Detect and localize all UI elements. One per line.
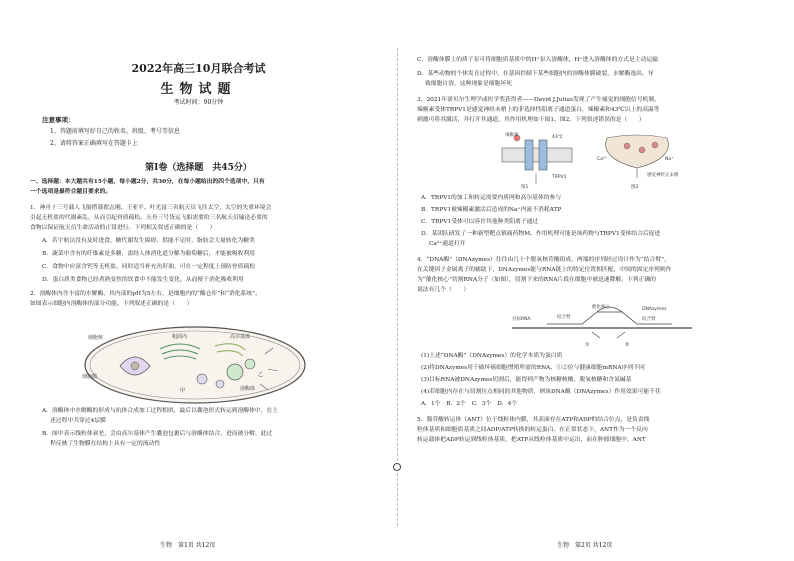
q4-options: A．1个 B．2个 C．3个 D．4个 — [421, 401, 518, 407]
question-5-line: 粒体基质和细胞质基质之间ADP/ATP转换的转运蛋白。在正常状态下，ANT作为一个反向 — [417, 427, 648, 433]
question-3-line: 3．2021年诺贝尔生理学或医学奖获得者——David J.Julius发现了产生痛觉的细胞信号机制， — [417, 97, 660, 103]
fig4-label-core: 催化核心 — [592, 305, 610, 310]
q1-option-a: A．若宇航员没有及时进食，糖代谢发生障碍，供能不足时，脂肪会大量转化为糖类 — [42, 238, 255, 244]
fig3-label-heat: 43℃ — [552, 135, 563, 140]
question-5-line: 5．腺苷酸转运体（ANT）位于线粒体内膜，其表面存在ATP和ADP的结合位点，是负责线 — [417, 417, 650, 423]
question-4-line: 为“催化核心”切割RNA分子（如图），切割下来的RNA片段在细胞中被迅速降解。下列正确的 — [417, 277, 656, 283]
fig-label-nucleus: 细胞核 — [88, 335, 104, 341]
q2-option-b: B．图中表示线粒体衰老，会由高尔基体产生囊泡包裹后与溶酶体结合，进而被分解，此过 — [42, 431, 273, 437]
question-4-line: 说法有几个（ ） — [417, 287, 470, 293]
lysosome-figure — [80, 324, 310, 404]
fig4-label-n1: ① — [585, 342, 590, 348]
page-right — [397, 0, 794, 561]
q1-option-d: D．蛋白质类食物已经煮熟变性的饮食中不能发生变化，从而便于消化吸收利用 — [42, 277, 244, 283]
page-footer: 生物 第2页 共12页 — [557, 542, 613, 549]
fig3-label-nerve: 感觉神经元末梢 — [647, 173, 679, 178]
exam-title: 2022年高三10月联合考试 — [131, 62, 266, 75]
q2-option-a-cont: 述过程中共穿过4层膜 — [50, 418, 106, 424]
note-item: 2、请将答案正确填写在答题卡上 — [50, 140, 138, 147]
fig4-label-rna: 目标RNA — [512, 317, 531, 322]
question-1-line: 1．神舟十三号载人飞船搭载翟志刚、王亚平、叶光富三名航天员飞往太空，太空的失重环境会 — [30, 205, 272, 211]
q3-option-a: A．TRPV1的加工和转运需要内质网和高尔基体的参与 — [421, 195, 562, 201]
q3-option-d: D．某团队研发了一种新型靶点镇痛药物M，作用机理可能是该药物与TRPV1受体结合后促进 — [421, 231, 661, 237]
q3-option-d-cont: Ca²⁺通道打开 — [429, 241, 466, 247]
exam-time: 考试时间：90分钟 — [173, 99, 224, 106]
fig-label-rough-er: 粗面内 — [172, 334, 188, 340]
question-4-line: 4．“DNA酶”（DNAzymes）往往由几十个脱氧核苷酸组成，两端的序列经过设计作为“结合臂”， — [417, 257, 670, 263]
notes-heading: 注意事项： — [42, 116, 75, 124]
instruction-line: 一、选择题：本大题共有15小题，每小题2分，共30分，在每小题给出的四个选项中，只有 — [30, 179, 265, 185]
q4-item: (2)将DNAzymes用于破坏癌细胞增殖所需的RNA，①②位与健康细胞mRNA序列不同 — [421, 365, 645, 371]
fig-label-b: 乙 — [258, 372, 264, 378]
fig-label-a: 甲 — [180, 388, 186, 394]
fig4-label-dnazymes: DNAzymes — [642, 307, 667, 312]
subject-title: 生物试题 — [160, 82, 237, 97]
fig3-label-1: 图1 — [521, 185, 529, 190]
q2-option-c: C．溶酶体膜上的质子泵可将细胞质基质中的H⁺泵入溶酶体，H⁺进入溶酶体的方式是主动运输 — [417, 57, 658, 63]
fig-label-membrane: 细胞膜 — [82, 374, 98, 380]
fig3-label-trpv1: TRPV1 — [552, 175, 567, 180]
fig3-label-na: Na⁺ — [665, 157, 674, 162]
section-heading: 第Ⅰ卷（选择题 共45分） — [145, 163, 252, 173]
fig4-label-n2: ② — [625, 342, 630, 348]
question-3-line: 辣椒素受体TRPV1是感觉神经末梢上的非选择性阳离子通道蛋白，辣椒素和43℃以上的高温等 — [417, 107, 660, 113]
fig4-label-arm2: 结合臂 — [642, 317, 656, 322]
question-1-line: 引起无机盐的代谢紊乱，从而引起骨质疏松。天舟三号货运飞船需要给三名航天员输送必要的 — [30, 215, 268, 221]
page-footer: 生物 第1页 共12页 — [160, 542, 216, 549]
instruction-line: 一个选项是最符合题目要求的。 — [30, 189, 112, 195]
q1-option-c: C．食物中应富含钙等无机盐，同时适当补充鱼肝油，可在一定程度上预防骨质疏松 — [42, 264, 256, 270]
question-3-line: 刺激可将其激活，并打开其通道，其作用机理如下图1、图2，下列叙述错误的是（ ） — [417, 117, 645, 123]
question-2-line: 如图表示细胞内溶酶体的部分功能。下列叙述正确的是（ ） — [30, 301, 193, 307]
q2-option-d-cont: 致细胞自溶，这种现象是细胞坏死 — [425, 81, 512, 87]
q2-option-a: A．溶酶体中水解酶的形成与抗体合成加工过程相似，最后以囊泡形式转运到溶酶体中，在上 — [42, 408, 279, 414]
fig-label-lysosome: 溶酶体 — [240, 386, 256, 392]
fig3-label-2: 图2 — [631, 185, 639, 190]
trpv1-figure — [497, 130, 697, 190]
q4-item: (4)若细胞内存在与切割位点相同的其他物质，则该DNA酶（DNAzymes）作用效果可能不佳 — [421, 389, 661, 395]
fig4-label-arm: 结合臂 — [557, 315, 571, 320]
question-5-line: 转运载体把ADP转运到线粒体基质，把ATP从线粒体基质中运出，而在肿瘤细胞中，ANT — [417, 437, 646, 443]
question-2-line: 2．溶酶体内含丰富的水解酶，其内部的pH为5左右，是细胞内的“酶仓库”和“消化系统”。 — [30, 291, 261, 297]
fig3-label-ca: Ca²⁺ — [597, 157, 608, 162]
q4-item: (3)目标RNA被DNAzymes切割后，能得到产物为核糖核酸、脱氧核糖和含氮碱基 — [421, 377, 632, 383]
q2-option-b-cont: 程反映了生物膜在结构上具有一定的流动性 — [50, 441, 161, 447]
fig3-label-capsaicin: 辣椒素 — [505, 133, 519, 138]
dnazyme-figure — [507, 302, 697, 350]
fig-label-golgi: 高尔基体 — [230, 334, 251, 340]
note-item: 1、答题前填写好自己的姓名、班级、考号等信息 — [50, 128, 180, 135]
q4-item: (1)上述“DNA酶”（DNAzymes）的化学本质为蛋白质 — [421, 353, 563, 359]
question-1-line: 食物以保证航天员生命活动的正常进行。下列相关叙述正确的是（ ） — [30, 225, 216, 231]
question-4-line: 在关键因子金属离子的辅助下，DNAzymes能与RNA链上的特定位置相匹配，中间的固定序列则作 — [417, 267, 672, 273]
q3-option-c: C．TRPV1受体可以容许其他种类阳离子通过 — [421, 219, 539, 225]
q3-option-b: B．TRPV1被辣椒素激活后造成的Na⁺内流不消耗ATP — [421, 207, 562, 213]
q1-option-b: B．蔬菜中含有的纤维素是多糖，需经人体消化道分解为葡萄糖后，才能被吸收利用 — [42, 251, 255, 257]
q2-option-d: D．某些动物的个体发育过程中，在基因控制下某些细胞内的溶酶体膜破裂，水解酶逸出，导 — [417, 71, 654, 77]
